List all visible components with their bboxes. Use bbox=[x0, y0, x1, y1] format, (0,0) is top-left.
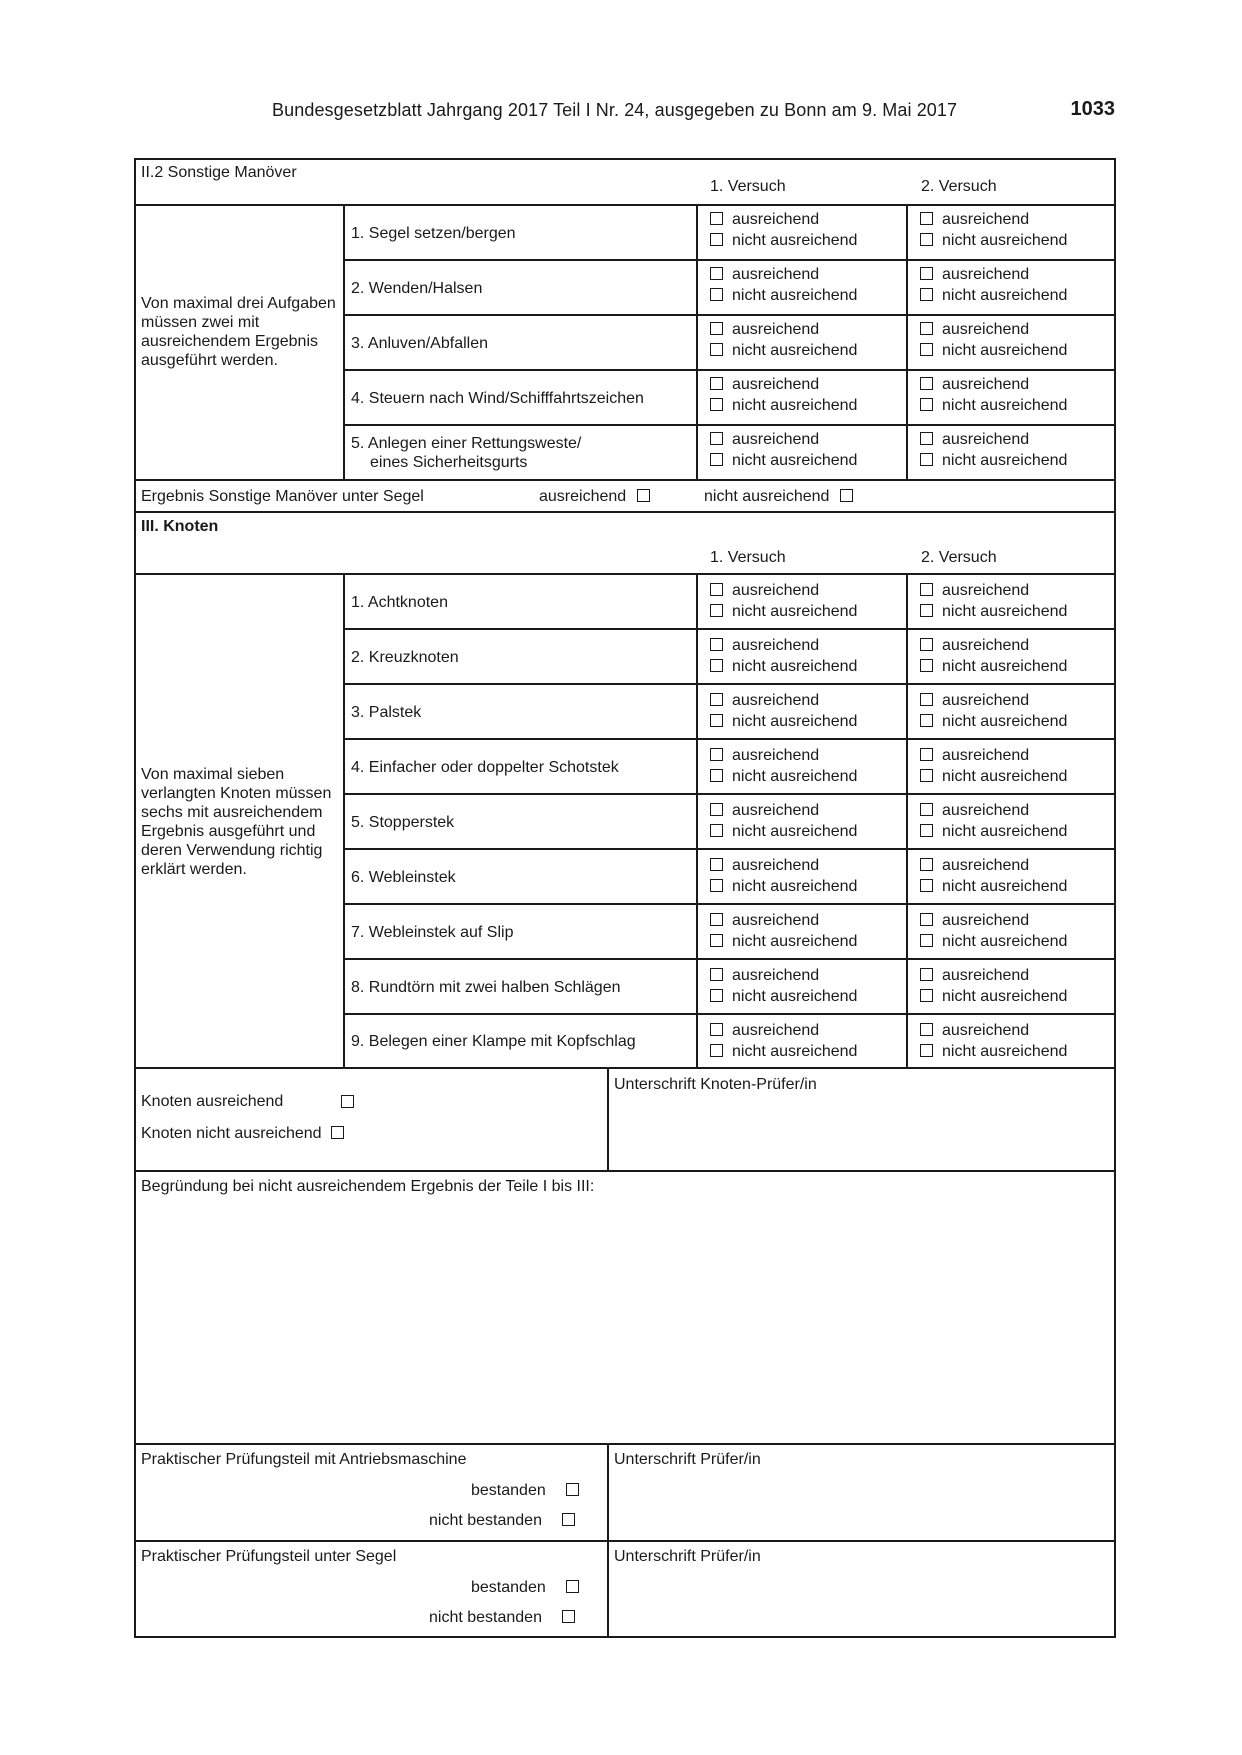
divider bbox=[343, 903, 1116, 905]
divider bbox=[134, 479, 1116, 481]
maneuver-item-steer: 4. Steuern nach Wind/Schifffahrtszeichen bbox=[351, 390, 644, 407]
checkbox[interactable] bbox=[920, 693, 933, 706]
checkbox[interactable] bbox=[710, 432, 723, 445]
maneuver-result-label: Ergebnis Sonstige Manöver unter Segel bbox=[141, 488, 424, 505]
maneuver-1-try2-pass[interactable]: ausreichend bbox=[920, 210, 1029, 229]
checkbox[interactable] bbox=[920, 288, 933, 301]
checkbox[interactable] bbox=[710, 583, 723, 596]
checkbox[interactable] bbox=[920, 803, 933, 816]
checkbox[interactable] bbox=[710, 693, 723, 706]
knots-attempt1-header: 1. Versuch bbox=[710, 549, 786, 566]
checkbox[interactable] bbox=[710, 824, 723, 837]
divider bbox=[343, 424, 1116, 426]
divider bbox=[343, 204, 345, 479]
knot-item-figure-eight: 1. Achtknoten bbox=[351, 594, 448, 611]
knot-9-try1-fail[interactable]: nicht ausreichend bbox=[710, 1042, 857, 1061]
maneuver-1-try2-fail[interactable]: nicht ausreichend bbox=[920, 231, 1067, 250]
checkbox[interactable] bbox=[920, 913, 933, 926]
checkbox[interactable] bbox=[710, 913, 723, 926]
knot-9-try2-pass[interactable]: ausreichend bbox=[920, 1021, 1029, 1040]
practical-sail-signature: Unterschrift Prüfer/in bbox=[614, 1548, 761, 1565]
knot-7-try1-fail[interactable]: nicht ausreichend bbox=[710, 932, 857, 951]
divider bbox=[343, 369, 1116, 371]
checkbox[interactable] bbox=[710, 343, 723, 356]
knots-section-title: III. Knoten bbox=[141, 518, 219, 535]
knots-attempt2-header: 2. Versuch bbox=[921, 549, 997, 566]
checkbox[interactable] bbox=[920, 233, 933, 246]
knot-item-round-turn: 8. Rundtörn mit zwei halben Schlägen bbox=[351, 979, 621, 996]
checkbox[interactable] bbox=[562, 1610, 575, 1623]
knot-3-try2-pass[interactable]: ausreichend bbox=[920, 691, 1029, 710]
checkbox[interactable] bbox=[710, 212, 723, 225]
checkbox[interactable] bbox=[710, 322, 723, 335]
knot-6-try2-fail[interactable]: nicht ausreichend bbox=[920, 877, 1067, 896]
checkbox[interactable] bbox=[710, 858, 723, 871]
knot-7-try1-pass[interactable]: ausreichend bbox=[710, 911, 819, 930]
checkbox[interactable] bbox=[710, 989, 723, 1002]
maneuver-2-try1-pass[interactable]: ausreichend bbox=[710, 265, 819, 284]
practical-sail-title: Praktischer Prüfungsteil unter Segel bbox=[141, 1548, 397, 1565]
maneuver-5-try1-pass[interactable]: ausreichend bbox=[710, 430, 819, 449]
knot-item-clove-hitch: 6. Webleinstek bbox=[351, 869, 456, 886]
maneuver-5-try1-fail[interactable]: nicht ausreichend bbox=[710, 451, 857, 470]
knot-1-try2-fail[interactable]: nicht ausreichend bbox=[920, 602, 1067, 621]
checkbox[interactable] bbox=[920, 432, 933, 445]
knot-8-try1-pass[interactable]: ausreichend bbox=[710, 966, 819, 985]
checkbox[interactable] bbox=[710, 233, 723, 246]
checkbox[interactable] bbox=[710, 453, 723, 466]
checkbox[interactable] bbox=[637, 489, 650, 502]
checkbox[interactable] bbox=[710, 604, 723, 617]
knot-4-try1-fail[interactable]: nicht ausreichend bbox=[710, 767, 857, 786]
divider bbox=[343, 1013, 1116, 1015]
divider bbox=[343, 628, 1116, 630]
maneuver-1-try1-fail[interactable]: nicht ausreichend bbox=[710, 231, 857, 250]
knot-1-try1-pass[interactable]: ausreichend bbox=[710, 581, 819, 600]
knot-6-try1-fail[interactable]: nicht ausreichend bbox=[710, 877, 857, 896]
checkbox[interactable] bbox=[920, 322, 933, 335]
checkbox[interactable] bbox=[562, 1513, 575, 1526]
knot-item-slipped-clove: 7. Webleinstek auf Slip bbox=[351, 924, 514, 941]
checkbox[interactable] bbox=[710, 714, 723, 727]
knot-1-try2-pass[interactable]: ausreichend bbox=[920, 581, 1029, 600]
checkbox[interactable] bbox=[710, 288, 723, 301]
knot-2-try2-fail[interactable]: nicht ausreichend bbox=[920, 657, 1067, 676]
checkbox[interactable] bbox=[710, 879, 723, 892]
practical-motor-failed[interactable]: nicht bestanden bbox=[429, 1511, 584, 1530]
knot-9-try1-pass[interactable]: ausreichend bbox=[710, 1021, 819, 1040]
checkbox[interactable] bbox=[920, 769, 933, 782]
knots-fail-option[interactable]: Knoten nicht ausreichend bbox=[141, 1124, 353, 1143]
maneuver-attempt1-header: 1. Versuch bbox=[710, 178, 786, 195]
divider bbox=[134, 1540, 1116, 1542]
checkbox[interactable] bbox=[920, 267, 933, 280]
knot-item-sheet-bend: 4. Einfacher oder doppelter Schotstek bbox=[351, 759, 619, 776]
divider bbox=[343, 848, 1116, 850]
divider bbox=[607, 1067, 609, 1170]
page-number: 1033 bbox=[1070, 98, 1115, 120]
divider bbox=[696, 204, 698, 479]
maneuver-item-lifejacket-line2: eines Sicherheitsgurts bbox=[370, 454, 528, 471]
checkbox[interactable] bbox=[920, 453, 933, 466]
maneuver-item-tack-jibe: 2. Wenden/Halsen bbox=[351, 280, 483, 297]
knot-5-try1-pass[interactable]: ausreichend bbox=[710, 801, 819, 820]
checkbox[interactable] bbox=[710, 398, 723, 411]
checkbox[interactable] bbox=[710, 748, 723, 761]
checkbox[interactable] bbox=[920, 858, 933, 871]
practical-motor-title: Praktischer Prüfungsteil mit Antriebsmaschine bbox=[141, 1451, 467, 1468]
maneuver-attempt2-header: 2. Versuch bbox=[921, 178, 997, 195]
knot-4-try1-pass[interactable]: ausreichend bbox=[710, 746, 819, 765]
divider bbox=[134, 511, 1116, 513]
practical-motor-passed[interactable]: bestanden bbox=[471, 1481, 588, 1500]
reason-label: Begründung bei nicht ausreichendem Ergebnis der Teile I bis III: bbox=[141, 1178, 595, 1195]
knot-5-try2-fail[interactable]: nicht ausreichend bbox=[920, 822, 1067, 841]
checkbox[interactable] bbox=[710, 659, 723, 672]
checkbox[interactable] bbox=[710, 803, 723, 816]
knot-7-try2-pass[interactable]: ausreichend bbox=[920, 911, 1029, 930]
checkbox[interactable] bbox=[920, 714, 933, 727]
maneuver-rule-text: Von maximal drei Aufgaben müssen zwei mit ausreichendem Ergebnis ausgeführt werden. bbox=[141, 295, 336, 369]
checkbox[interactable] bbox=[566, 1483, 579, 1496]
checkbox[interactable] bbox=[920, 968, 933, 981]
knot-8-try2-pass[interactable]: ausreichend bbox=[920, 966, 1029, 985]
knots-signature-label: Unterschrift Knoten-Prüfer/in bbox=[614, 1076, 817, 1093]
checkbox[interactable] bbox=[566, 1580, 579, 1593]
page-header bbox=[135, 100, 1115, 130]
running-title: Bundesgesetzblatt Jahrgang 2017 Teil I Nr. 24, ausgegeben zu Bonn am 9. Mai 2017 bbox=[272, 100, 958, 120]
knots-rule-text: Von maximal sieben verlangten Knoten müssen sechs mit ausreichendem Ergebnis ausgeführt und deren Verwendung richtig erklärt werden. bbox=[141, 766, 332, 878]
checkbox[interactable] bbox=[920, 604, 933, 617]
knot-7-try2-fail[interactable]: nicht ausreichend bbox=[920, 932, 1067, 951]
knot-3-try2-fail[interactable]: nicht ausreichend bbox=[920, 712, 1067, 731]
checkbox[interactable] bbox=[920, 1044, 933, 1057]
knot-4-try2-pass[interactable]: ausreichend bbox=[920, 746, 1029, 765]
knot-item-bowline: 3. Palstek bbox=[351, 704, 422, 721]
checkbox[interactable] bbox=[920, 583, 933, 596]
checkbox[interactable] bbox=[341, 1095, 354, 1108]
maneuver-3-try2-pass[interactable]: ausreichend bbox=[920, 320, 1029, 339]
maneuver-3-try2-fail[interactable]: nicht ausreichend bbox=[920, 341, 1067, 360]
divider bbox=[343, 573, 345, 1067]
checkbox[interactable] bbox=[920, 879, 933, 892]
divider bbox=[343, 738, 1116, 740]
divider bbox=[134, 1443, 1116, 1445]
knot-item-cleat: 9. Belegen einer Klampe mit Kopfschlag bbox=[351, 1033, 636, 1050]
divider bbox=[343, 259, 1116, 261]
checkbox[interactable] bbox=[710, 1023, 723, 1036]
checkbox[interactable] bbox=[920, 659, 933, 672]
checkbox[interactable] bbox=[710, 968, 723, 981]
maneuver-4-try1-fail[interactable]: nicht ausreichend bbox=[710, 396, 857, 415]
knot-8-try1-fail[interactable]: nicht ausreichend bbox=[710, 987, 857, 1006]
maneuver-3-try1-pass[interactable]: ausreichend bbox=[710, 320, 819, 339]
divider bbox=[134, 573, 1116, 575]
knot-2-try2-pass[interactable]: ausreichend bbox=[920, 636, 1029, 655]
maneuver-item-lifejacket: 5. Anlegen einer Rettungsweste/ bbox=[351, 435, 582, 452]
knot-5-try2-pass[interactable]: ausreichend bbox=[920, 801, 1029, 820]
maneuver-2-try1-fail[interactable]: nicht ausreichend bbox=[710, 286, 857, 305]
checkbox[interactable] bbox=[920, 748, 933, 761]
maneuver-5-try2-fail[interactable]: nicht ausreichend bbox=[920, 451, 1067, 470]
maneuver-1-try1-pass[interactable]: ausreichend bbox=[710, 210, 819, 229]
maneuver-4-try2-pass[interactable]: ausreichend bbox=[920, 375, 1029, 394]
maneuver-item-luff-bear: 3. Anluven/Abfallen bbox=[351, 335, 488, 352]
divider bbox=[134, 1067, 1116, 1069]
checkbox[interactable] bbox=[710, 934, 723, 947]
practical-motor-signature: Unterschrift Prüfer/in bbox=[614, 1451, 761, 1468]
knot-2-try1-pass[interactable]: ausreichend bbox=[710, 636, 819, 655]
checkbox[interactable] bbox=[710, 377, 723, 390]
divider bbox=[134, 204, 1116, 206]
divider bbox=[343, 683, 1116, 685]
checkbox[interactable] bbox=[840, 489, 853, 502]
practical-sail-failed[interactable]: nicht bestanden bbox=[429, 1608, 584, 1627]
divider bbox=[134, 1170, 1116, 1172]
maneuver-4-try2-fail[interactable]: nicht ausreichend bbox=[920, 396, 1067, 415]
checkbox[interactable] bbox=[710, 769, 723, 782]
checkbox[interactable] bbox=[710, 638, 723, 651]
checkbox[interactable] bbox=[920, 1023, 933, 1036]
knot-9-try2-fail[interactable]: nicht ausreichend bbox=[920, 1042, 1067, 1061]
maneuver-result-pass[interactable]: ausreichend bbox=[539, 487, 659, 506]
knot-4-try2-fail[interactable]: nicht ausreichend bbox=[920, 767, 1067, 786]
checkbox[interactable] bbox=[920, 377, 933, 390]
maneuver-section-title: II.2 Sonstige Manöver bbox=[141, 164, 297, 181]
knot-item-stopper: 5. Stopperstek bbox=[351, 814, 455, 831]
knot-6-try1-pass[interactable]: ausreichend bbox=[710, 856, 819, 875]
maneuver-2-try2-fail[interactable]: nicht ausreichend bbox=[920, 286, 1067, 305]
maneuver-item-sails: 1. Segel setzen/bergen bbox=[351, 225, 516, 242]
knot-1-try1-fail[interactable]: nicht ausreichend bbox=[710, 602, 857, 621]
knot-3-try1-pass[interactable]: ausreichend bbox=[710, 691, 819, 710]
checkbox[interactable] bbox=[920, 212, 933, 225]
checkbox[interactable] bbox=[920, 343, 933, 356]
checkbox[interactable] bbox=[920, 989, 933, 1002]
maneuver-result-fail[interactable]: nicht ausreichend bbox=[704, 487, 862, 506]
divider bbox=[906, 573, 908, 1067]
checkbox[interactable] bbox=[331, 1126, 344, 1139]
maneuver-2-try2-pass[interactable]: ausreichend bbox=[920, 265, 1029, 284]
knot-2-try1-fail[interactable]: nicht ausreichend bbox=[710, 657, 857, 676]
knot-5-try1-fail[interactable]: nicht ausreichend bbox=[710, 822, 857, 841]
knot-3-try1-fail[interactable]: nicht ausreichend bbox=[710, 712, 857, 731]
knot-6-try2-pass[interactable]: ausreichend bbox=[920, 856, 1029, 875]
checkbox[interactable] bbox=[920, 934, 933, 947]
checkbox[interactable] bbox=[920, 824, 933, 837]
knot-8-try2-fail[interactable]: nicht ausreichend bbox=[920, 987, 1067, 1006]
checkbox[interactable] bbox=[710, 267, 723, 280]
checkbox[interactable] bbox=[920, 398, 933, 411]
knot-item-reef: 2. Kreuzknoten bbox=[351, 649, 459, 666]
maneuver-4-try1-pass[interactable]: ausreichend bbox=[710, 375, 819, 394]
divider bbox=[906, 204, 908, 479]
maneuver-3-try1-fail[interactable]: nicht ausreichend bbox=[710, 341, 857, 360]
divider bbox=[696, 573, 698, 1067]
maneuver-5-try2-pass[interactable]: ausreichend bbox=[920, 430, 1029, 449]
divider bbox=[343, 793, 1116, 795]
practical-sail-passed[interactable]: bestanden bbox=[471, 1578, 588, 1597]
knots-pass-option[interactable]: Knoten ausreichend bbox=[141, 1092, 283, 1111]
checkbox[interactable] bbox=[920, 638, 933, 651]
checkbox[interactable] bbox=[710, 1044, 723, 1057]
divider bbox=[343, 958, 1116, 960]
divider bbox=[343, 314, 1116, 316]
